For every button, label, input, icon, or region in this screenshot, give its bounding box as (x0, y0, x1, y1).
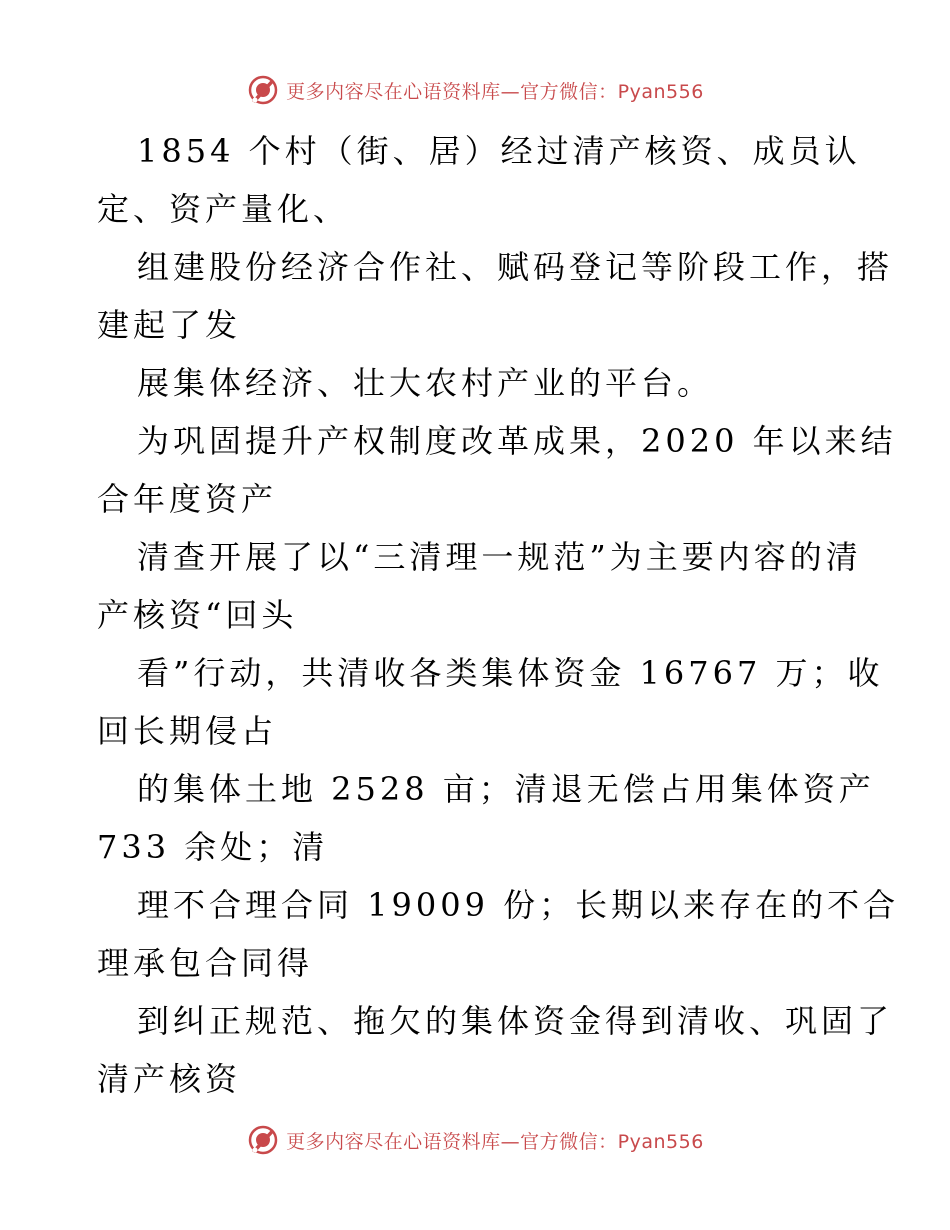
text-line: 清产核资 (97, 1060, 242, 1098)
watermark-text: 更多内容尽在心语资料库—官方微信：Pyan556 (286, 80, 704, 103)
header-watermark (0, 70, 950, 110)
text-line: 清查开展了以“三清理一规范”为主要内容的清 (137, 538, 862, 576)
text-line: 展集体经济、壮大农村产业的平台。 (137, 364, 714, 402)
text-line: 产核资“回头 (97, 596, 298, 634)
text-line: 到纠正规范、拖欠的集体资金得到清收、巩固了 (137, 1002, 894, 1040)
text-line: 回长期侵占 (97, 712, 278, 750)
text-line: 733 余处；清 (97, 828, 329, 866)
text-line: 的集体土地 2528 亩；清退无偿占用集体资产 (137, 770, 875, 808)
text-line: 组建股份经济合作社、赋码登记等阶段工作，搭 (137, 248, 894, 286)
watermark-text: 更多内容尽在心语资料库—官方微信：Pyan556 (286, 1130, 704, 1153)
text-line: 定、资产量化、 (97, 190, 350, 228)
text-line: 理不合理合同 19009 份；长期以来存在的不合 (137, 886, 900, 924)
footer-watermark (0, 1120, 950, 1160)
document-body (97, 122, 900, 1108)
text-line: 建起了发 (97, 306, 242, 344)
quill-logo-icon (246, 73, 280, 107)
text-line: 合年度资产 (97, 480, 278, 518)
quill-logo-icon (246, 1123, 280, 1157)
text-line: 看”行动，共清收各类集体资金 16767 万；收 (137, 654, 884, 692)
text-line: 为巩固提升产权制度改革成果，2020 年以来结 (137, 422, 897, 460)
text-line: 1854 个村（街、居）经过清产核资、成员认 (137, 132, 861, 170)
text-line: 理承包合同得 (97, 944, 314, 982)
